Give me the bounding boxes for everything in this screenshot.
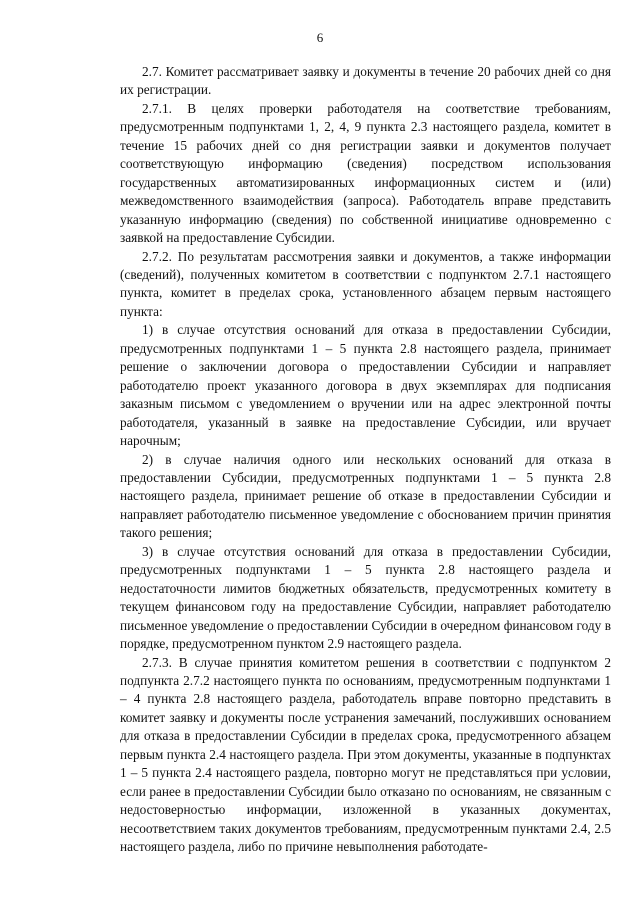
paragraph-2-7-2-item-3: 3) в случае отсутствия оснований для отказа в предоставлении Субсидии, предусмотренных подпунктами 1 – 5 пункта 2.8 настоящего раздела и недостаточности лимитов бюджетных обязательств, предусмотренных комитету в текущем финансовом году на предоставление Субсидии, направляет работодателю письменное уведомление о предоставлении Субсидии в очередном финансовом году в порядке, предусмотренном пунктом 2.9 настоящего раздела. <box>120 543 611 652</box>
paragraph-2-7-2: 2.7.2. По результатам рассмотрения заявки и документов, а также информации (сведений), полученных комитетом в соответствии с подпунктом 2.7.1 настоящего пункта, комитет в пределах срока, установленного абзацем первым настоящего пункта: <box>120 248 611 319</box>
paragraph-2-7-3: 2.7.3. В случае принятия комитетом решения в соответствии с подпунктом 2 подпункта 2.7.2 настоящего пункта по основаниям, предусмотренным подпунктами 1 – 4 пункта 2.8 настоящего раздела, работодатель вправе повторно представить в комитет заявку и документы после устранения замечаний, послуживших основанием для отказа в предоставлении Субсидии в пределах срока, предусмотренного абзацем первым пункта 2.4 настоящего раздела. При этом документы, указанные в подпунктах 1 – 5 пункта 2.4 настоящего раздела, повторно могут не представляться при условии, если ранее в предоставлении Субсидии было отказано по основаниям, не связанным с недостоверностью информации, изложенной в указанных документах, несоответствием таких документов требованиям, предусмотренным пунктами 2.4, 2.5 настоящего раздела, либо по причине невыполнения работодате- <box>120 654 611 855</box>
paragraph-2-7-2-item-1: 1) в случае отсутствия оснований для отказа в предоставлении Субсидии, предусмотренных подпунктами 1 – 5 пункта 2.8 настоящего раздела, принимает решение о заключении договора о предоставлении Субсидии и направляет работодателю проект указанного договора в двух экземплярах для подписания заказным письмом с уведомлением о вручении или на адрес электронной почты работодателя, указанный в заявке на предоставление Субсидии, или вручает нарочным; <box>120 322 611 449</box>
page-number: 6 <box>316 30 324 45</box>
paragraph-2-7-2-item-2: 2) в случае наличия одного или нескольких оснований для отказа в предоставлении Субсидии, предусмотренных подпунктами 1 – 5 пункта 2.8 настоящего раздела, принимает решение об отказе в предоставлении Субсидии и направляет работодателю письменное уведомление с обоснованием причин принятия такого решения; <box>120 451 611 541</box>
document-body <box>120 63 611 856</box>
paragraph-2-7-1: 2.7.1. В целях проверки работодателя на соответствие требованиям, предусмотренным подпунктами 1, 2, 4, 9 пункта 2.3 настоящего раздела, комитет в течение 15 рабочих дней со дня регистрации заявки и документов получает соответствующую информацию (сведения) посредством использования государственных автоматизированных информационных систем и (или) межведомственного взаимодействия (запроса). Работодатель вправе представить указанную информацию (сведения) по собственной инициативе одновременно с заявкой на предоставление Субсидии. <box>120 100 611 246</box>
paragraph-2-7: 2.7. Комитет рассматривает заявку и документы в течение 20 рабочих дней со дня их регистрации. <box>120 64 611 98</box>
